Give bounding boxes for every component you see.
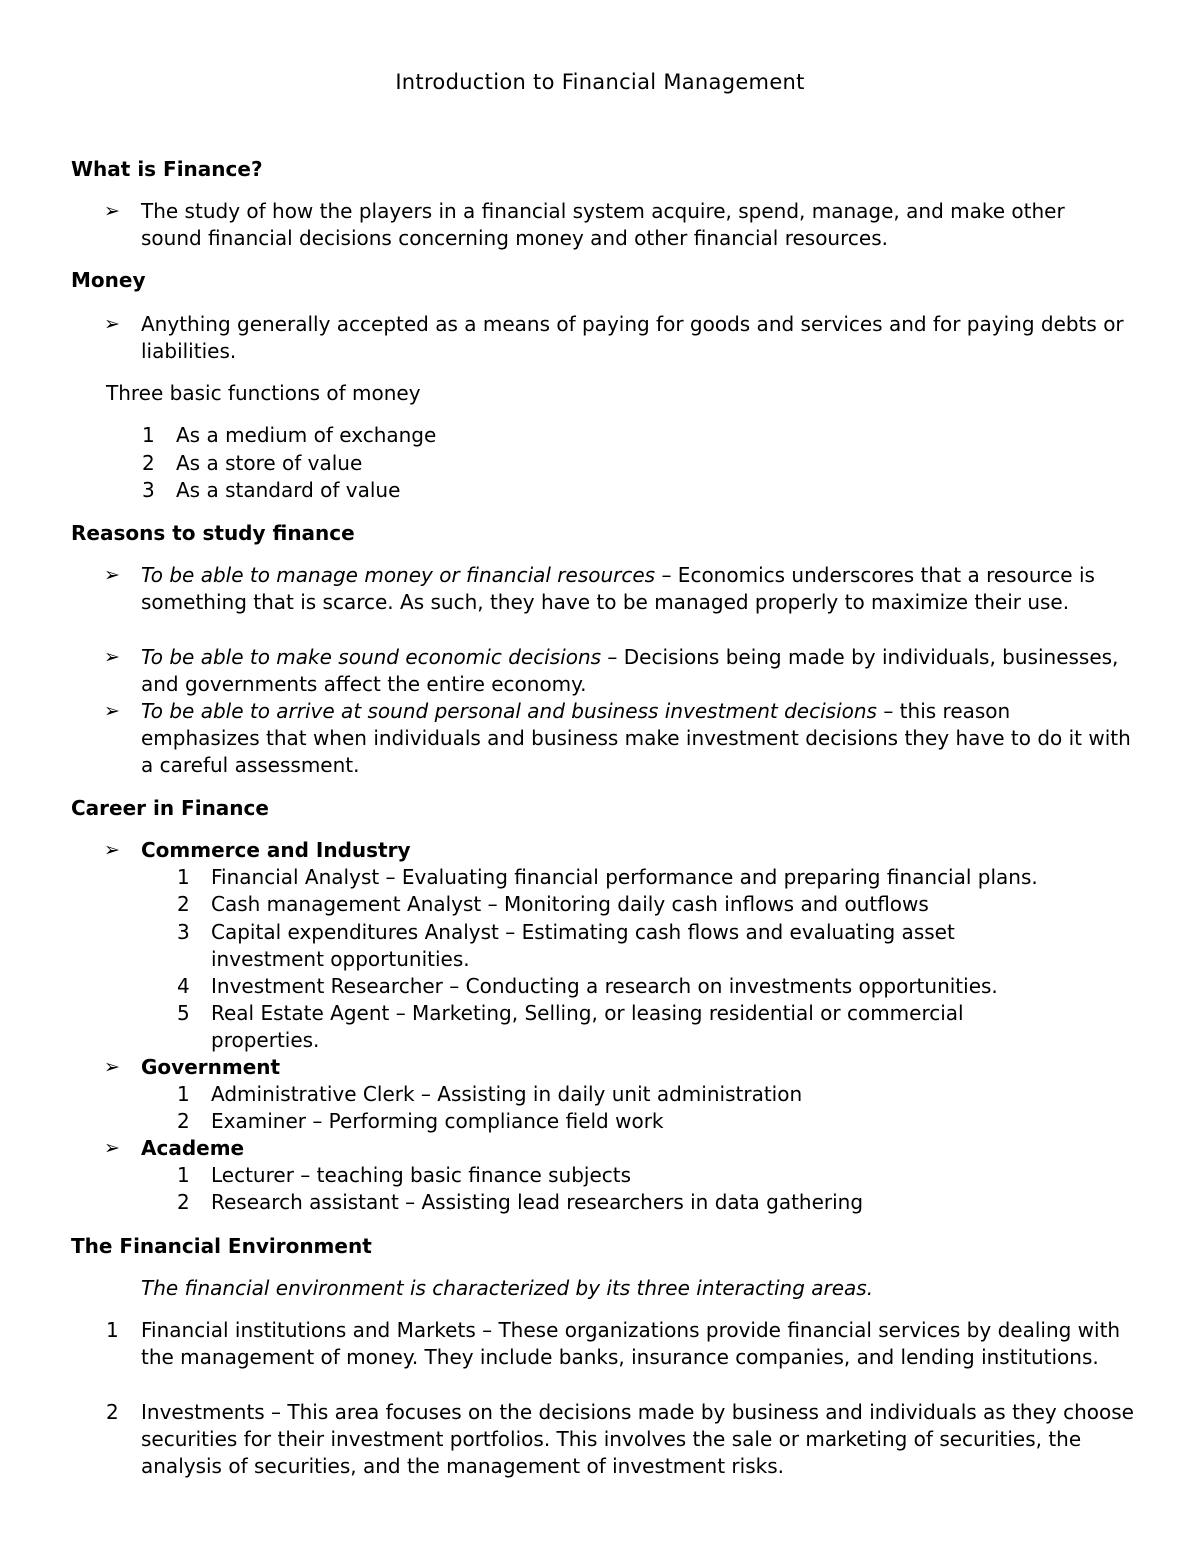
list-item: Cash management Analyst – Monitoring daily cash inflows and outflows bbox=[211, 892, 929, 916]
list-number: 2 bbox=[177, 892, 190, 916]
list-item: Financial institutions and Markets – These organizations provide financial services by dealing with the management of money. They include banks, insurance companies, and lending institutions. bbox=[141, 1318, 1121, 1369]
list-number: 1 bbox=[142, 423, 155, 447]
list-number: 1 bbox=[177, 865, 190, 889]
list-item: Lecturer – teaching basic finance subjects bbox=[211, 1163, 632, 1187]
bullet-icon: ➢ bbox=[104, 1137, 120, 1159]
bullet-icon: ➢ bbox=[104, 700, 120, 722]
document-title: Introduction to Financial Management bbox=[395, 70, 805, 94]
reason-lead: To be able to arrive at sound personal and business investment decisions bbox=[141, 699, 877, 723]
heading-what-is-finance: What is Finance? bbox=[71, 157, 263, 181]
career-sector-commerce: Commerce and Industry bbox=[141, 838, 411, 862]
reason-item bbox=[141, 644, 1131, 698]
list-item: Financial Analyst – Evaluating financial performance and preparing financial plans. bbox=[211, 865, 1038, 889]
list-item: Capital expenditures Analyst – Estimating cash flows and evaluating asset investment opportunities. bbox=[211, 920, 955, 971]
money-functions-intro: Three basic functions of money bbox=[106, 381, 421, 405]
heading-financial-environment: The Financial Environment bbox=[71, 1234, 372, 1258]
list-number: 3 bbox=[142, 478, 155, 502]
reason-lead: To be able to manage money or financial resources bbox=[141, 563, 656, 587]
career-sector-government: Government bbox=[141, 1055, 281, 1079]
finance-definition: The study of how the players in a financial system acquire, spend, manage, and make other sound financial decisions concerning money and other financial resources. bbox=[141, 199, 1065, 250]
list-number: 2 bbox=[142, 451, 155, 475]
bullet-icon: ➢ bbox=[104, 1056, 120, 1078]
bullet-icon: ➢ bbox=[104, 839, 120, 861]
list-number: 3 bbox=[177, 920, 190, 944]
list-item: As a store of value bbox=[176, 451, 363, 475]
list-item: Real Estate Agent – Marketing, Selling, or leasing residential or commercial properties. bbox=[211, 1001, 964, 1052]
bullet-icon: ➢ bbox=[104, 200, 120, 222]
reason-detail: – Decisions being made by individuals, businesses, and governments affect the entire economy. bbox=[141, 645, 1119, 696]
heading-reasons: Reasons to study finance bbox=[71, 521, 355, 545]
career-sector-academe: Academe bbox=[141, 1136, 245, 1160]
list-item: Investment Researcher – Conducting a research on investments opportunities. bbox=[211, 974, 998, 998]
reason-item bbox=[141, 698, 1131, 779]
reason-item bbox=[141, 562, 1131, 616]
list-number: 1 bbox=[177, 1163, 190, 1187]
reason-lead: To be able to make sound economic decisions bbox=[141, 645, 602, 669]
list-number: 1 bbox=[106, 1318, 119, 1342]
list-item: Administrative Clerk – Assisting in daily unit administration bbox=[211, 1082, 803, 1106]
reason-detail: – Economics underscores that a resource is something that is scarce. As such, they have to be managed properly to maximize their use. bbox=[141, 563, 1095, 614]
list-item: Investments – This area focuses on the decisions made by business and individuals as they choose securities for their investment portfolios. This involves the sale or marketing of securities, the analysis of securities, and the management of investment risks. bbox=[141, 1400, 1134, 1478]
list-number: 2 bbox=[177, 1190, 190, 1214]
heading-career: Career in Finance bbox=[71, 796, 269, 820]
list-item: Examiner – Performing compliance field work bbox=[211, 1109, 664, 1133]
list-number: 4 bbox=[177, 974, 190, 998]
money-definition: Anything generally accepted as a means of paying for goods and services and for paying debts or liabilities. bbox=[141, 312, 1124, 363]
list-item: Research assistant – Assisting lead researchers in data gathering bbox=[211, 1190, 864, 1214]
list-item: As a standard of value bbox=[176, 478, 401, 502]
environment-intro: The financial environment is characterized by its three interacting areas. bbox=[141, 1276, 874, 1300]
heading-money: Money bbox=[71, 268, 146, 292]
list-number: 5 bbox=[177, 1001, 190, 1025]
bullet-icon: ➢ bbox=[104, 646, 120, 668]
bullet-icon: ➢ bbox=[104, 313, 120, 335]
list-number: 2 bbox=[177, 1109, 190, 1133]
list-number: 2 bbox=[106, 1400, 119, 1424]
list-number: 1 bbox=[177, 1082, 190, 1106]
list-item: As a medium of exchange bbox=[176, 423, 437, 447]
bullet-icon: ➢ bbox=[104, 564, 120, 586]
reason-detail: – this reason emphasizes that when individuals and business make investment decisions they have to do it with a careful assessment. bbox=[141, 699, 1131, 777]
